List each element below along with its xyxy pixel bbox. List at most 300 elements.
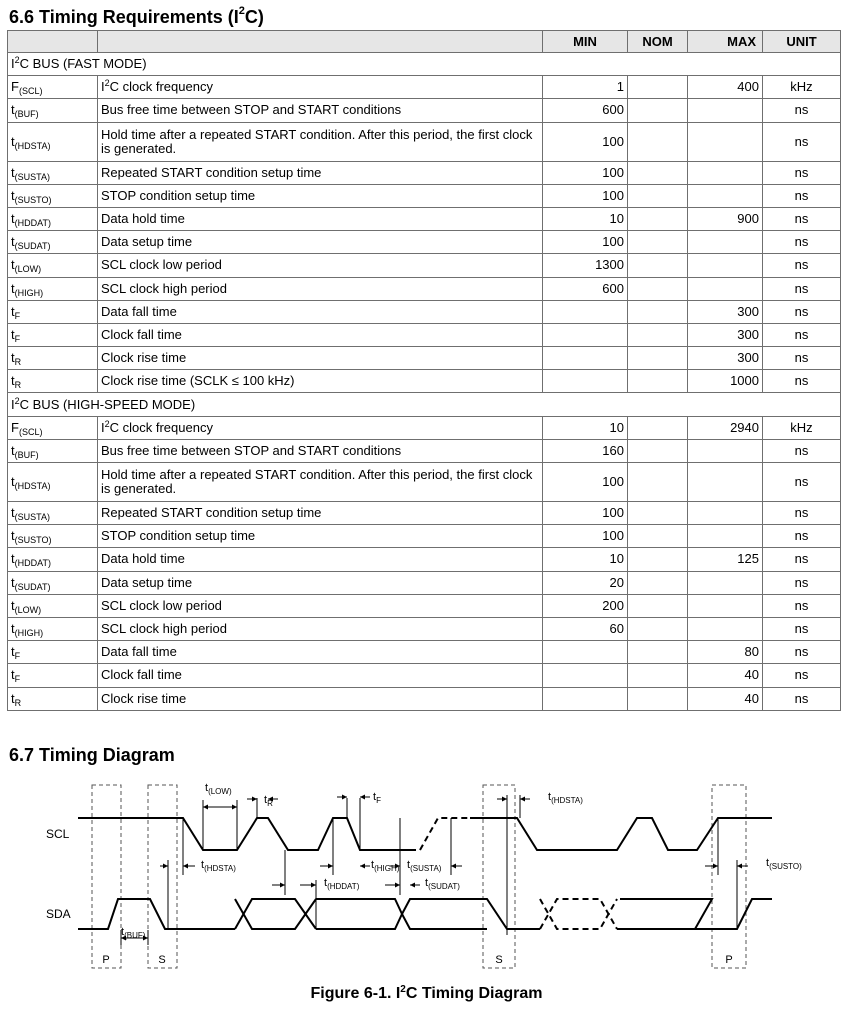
section-row bbox=[8, 393, 841, 416]
cell-symbol bbox=[8, 617, 98, 640]
cell-symbol bbox=[8, 641, 98, 664]
cell-symbol bbox=[8, 502, 98, 525]
symbol-subscript: (LOW) bbox=[14, 264, 42, 275]
cell-symbol bbox=[8, 664, 98, 687]
symbol-text: t bbox=[11, 474, 15, 489]
table-row bbox=[8, 463, 841, 502]
cell-min: 600 bbox=[543, 277, 628, 300]
cell-min: 100 bbox=[543, 122, 628, 161]
i2c-timing-diagram bbox=[0, 770, 853, 975]
cell-nom bbox=[628, 184, 688, 207]
label-tr: $t_R$ bbox=[264, 794, 273, 808]
symbol-subscript: R bbox=[14, 357, 22, 368]
table-row bbox=[8, 664, 841, 687]
cell-symbol bbox=[8, 416, 98, 439]
param-text: Data setup time bbox=[101, 574, 193, 590]
cell-max bbox=[688, 594, 763, 617]
symbol-subscript: (HDSTA) bbox=[14, 140, 51, 151]
table-row bbox=[8, 439, 841, 462]
cell-unit: ns bbox=[763, 664, 841, 687]
cell-min: 160 bbox=[543, 439, 628, 462]
cell-parameter bbox=[98, 122, 543, 161]
cell-nom bbox=[628, 323, 688, 346]
cell-unit: ns bbox=[763, 525, 841, 548]
symbol-text: t bbox=[11, 257, 15, 273]
cell-min bbox=[543, 323, 628, 346]
table-row bbox=[8, 76, 841, 99]
cell-nom bbox=[628, 161, 688, 184]
param-text: Bus free time between STOP and START conditions bbox=[101, 442, 402, 458]
cell-nom bbox=[628, 687, 688, 710]
param-prefix: I bbox=[101, 79, 105, 95]
param-text: SCL clock low period bbox=[101, 597, 222, 613]
symbol-subscript: (SCL) bbox=[18, 426, 43, 437]
cell-parameter bbox=[98, 99, 543, 122]
cell-symbol bbox=[8, 687, 98, 710]
symbol-text: t bbox=[11, 551, 15, 567]
section-title: Timing Requirements (I bbox=[39, 7, 239, 27]
label-tf: $t_F$ bbox=[373, 791, 381, 805]
cell-min: 600 bbox=[543, 99, 628, 122]
cell-nom bbox=[628, 439, 688, 462]
param-text: Data hold time bbox=[101, 551, 185, 567]
symbol-text: t bbox=[11, 442, 15, 458]
table-row bbox=[8, 323, 841, 346]
cell-max: 300 bbox=[688, 300, 763, 323]
symbol-text: t bbox=[11, 234, 15, 250]
cell-nom bbox=[628, 571, 688, 594]
symbol-subscript: F bbox=[14, 651, 21, 662]
section-row bbox=[8, 53, 841, 76]
cell-unit: ns bbox=[763, 231, 841, 254]
cell-min: 20 bbox=[543, 571, 628, 594]
symbol-subscript: (SCL) bbox=[18, 86, 43, 97]
symbol-subscript: (HDDAT) bbox=[14, 558, 51, 569]
table-row bbox=[8, 416, 841, 439]
symbol-subscript: (HDDAT) bbox=[14, 218, 51, 229]
cell-parameter bbox=[98, 184, 543, 207]
cell-max: 125 bbox=[688, 548, 763, 571]
cell-parameter bbox=[98, 76, 543, 99]
cell-unit: ns bbox=[763, 161, 841, 184]
cell-parameter bbox=[98, 277, 543, 300]
cell-parameter bbox=[98, 664, 543, 687]
stop-box-2 bbox=[712, 785, 746, 968]
symbol-subscript: R bbox=[14, 380, 22, 391]
param-text: Data fall time bbox=[101, 303, 177, 319]
table-row bbox=[8, 231, 841, 254]
param-text: Repeated START condition setup time bbox=[101, 505, 322, 521]
symbol-subscript: F bbox=[14, 333, 21, 344]
cell-min: 100 bbox=[543, 502, 628, 525]
cell-min: 60 bbox=[543, 617, 628, 640]
cell-parameter bbox=[98, 502, 543, 525]
symbol-text: t bbox=[11, 621, 15, 637]
cell-unit: ns bbox=[763, 641, 841, 664]
symbol-subscript: (SUDAT) bbox=[14, 581, 51, 592]
cell-parameter bbox=[98, 416, 543, 439]
cell-min: 1300 bbox=[543, 254, 628, 277]
symbol-text: F bbox=[11, 419, 19, 435]
cell-symbol bbox=[8, 76, 98, 99]
table-row bbox=[8, 548, 841, 571]
symbol-text: t bbox=[11, 528, 15, 544]
cell-unit: ns bbox=[763, 99, 841, 122]
cell-max bbox=[688, 463, 763, 502]
cell-nom bbox=[628, 122, 688, 161]
cell-unit: ns bbox=[763, 463, 841, 502]
cell-max bbox=[688, 439, 763, 462]
cell-nom bbox=[628, 416, 688, 439]
cell-symbol bbox=[8, 571, 98, 594]
marker-p-2: P bbox=[725, 954, 733, 966]
cell-min: 100 bbox=[543, 231, 628, 254]
cell-nom bbox=[628, 525, 688, 548]
heading-suffix: C BUS (HIGH-SPEED MODE) bbox=[19, 396, 196, 412]
symbol-text: F bbox=[11, 79, 19, 95]
param-prefix: I bbox=[101, 419, 105, 435]
label-tsusto: $t_{(SUSTO)}$ bbox=[766, 857, 802, 871]
cell-unit: ns bbox=[763, 439, 841, 462]
symbol-text: t bbox=[11, 350, 15, 366]
table-row bbox=[8, 207, 841, 230]
cell-nom bbox=[628, 347, 688, 370]
stop-box bbox=[92, 785, 121, 968]
section-heading-timing-requirements bbox=[9, 7, 264, 27]
cell-max bbox=[688, 617, 763, 640]
table-row bbox=[8, 277, 841, 300]
label-thdsta: $t_{(HDSTA)}$ bbox=[201, 859, 236, 873]
title-suffix: C) bbox=[244, 7, 264, 27]
cell-unit: ns bbox=[763, 370, 841, 393]
symbol-subscript: F bbox=[14, 310, 21, 321]
param-text: Data fall time bbox=[101, 644, 177, 660]
cell-max: 900 bbox=[688, 207, 763, 230]
cell-max bbox=[688, 122, 763, 161]
cell-nom bbox=[628, 502, 688, 525]
symbol-text: t bbox=[11, 574, 15, 590]
cell-symbol bbox=[8, 347, 98, 370]
param-text: STOP condition setup time bbox=[101, 187, 256, 203]
cell-nom bbox=[628, 207, 688, 230]
table-body bbox=[8, 53, 841, 711]
cell-parameter bbox=[98, 687, 543, 710]
param-text: Bus free time between STOP and START conditions bbox=[101, 102, 402, 118]
param-text: C clock frequency bbox=[109, 419, 213, 435]
cell-unit: ns bbox=[763, 548, 841, 571]
cell-parameter bbox=[98, 254, 543, 277]
param-superscript: 2 bbox=[104, 418, 110, 429]
symbol-text: t bbox=[11, 505, 15, 521]
symbol-subscript: (BUF) bbox=[14, 109, 39, 120]
cell-symbol bbox=[8, 323, 98, 346]
cell-unit: ns bbox=[763, 594, 841, 617]
marker-p: P bbox=[102, 954, 110, 966]
cell-nom bbox=[628, 617, 688, 640]
cell-unit: ns bbox=[763, 323, 841, 346]
symbol-subscript: (HIGH) bbox=[14, 287, 44, 298]
cell-parameter bbox=[98, 571, 543, 594]
cell-symbol bbox=[8, 231, 98, 254]
cell-unit: ns bbox=[763, 254, 841, 277]
cell-min bbox=[543, 300, 628, 323]
table-row bbox=[8, 161, 841, 184]
table-row bbox=[8, 502, 841, 525]
cell-nom bbox=[628, 300, 688, 323]
symbol-text: t bbox=[11, 644, 15, 660]
param-text: Clock rise time (SCLK ≤ 100 kHz) bbox=[101, 373, 295, 389]
figure-caption bbox=[0, 985, 853, 1003]
cell-max: 80 bbox=[688, 641, 763, 664]
symbol-text: t bbox=[11, 597, 15, 613]
table-row bbox=[8, 347, 841, 370]
header-unit: UNIT bbox=[763, 31, 841, 53]
symbol-subscript: (HDSTA) bbox=[14, 481, 51, 491]
cell-min: 100 bbox=[543, 525, 628, 548]
marker-s: S bbox=[158, 954, 166, 966]
cell-nom bbox=[628, 231, 688, 254]
param-text: Hold time after a repeated START condition. After this period, the first clock is generated. bbox=[101, 467, 533, 496]
table-row bbox=[8, 594, 841, 617]
cell-symbol bbox=[8, 161, 98, 184]
cell-min: 200 bbox=[543, 594, 628, 617]
scl-waveform bbox=[78, 818, 772, 850]
cell-max: 1000 bbox=[688, 370, 763, 393]
cell-unit: ns bbox=[763, 617, 841, 640]
symbol-subscript: (SUSTA) bbox=[14, 512, 50, 523]
cell-symbol bbox=[8, 439, 98, 462]
cell-min: 100 bbox=[543, 463, 628, 502]
section-heading-timing-diagram bbox=[9, 745, 175, 765]
cell-parameter bbox=[98, 439, 543, 462]
caption-superscript: 2 bbox=[400, 984, 406, 995]
symbol-subscript: F bbox=[14, 674, 21, 685]
cell-parameter bbox=[98, 231, 543, 254]
cell-unit: ns bbox=[763, 207, 841, 230]
label-thddat: $t_{(HDDAT)}$ bbox=[324, 877, 360, 891]
cell-parameter bbox=[98, 463, 543, 502]
cell-max: 40 bbox=[688, 687, 763, 710]
param-text: Repeated START condition setup time bbox=[101, 164, 322, 180]
symbol-text: t bbox=[11, 187, 15, 203]
cell-max: 40 bbox=[688, 664, 763, 687]
param-text: Clock fall time bbox=[101, 326, 182, 342]
cell-symbol bbox=[8, 184, 98, 207]
cell-max bbox=[688, 502, 763, 525]
cell-max bbox=[688, 231, 763, 254]
param-text: C clock frequency bbox=[109, 79, 213, 95]
label-tbuf: $t_{(BUF)}$ bbox=[121, 926, 146, 940]
cell-parameter bbox=[98, 594, 543, 617]
cell-max bbox=[688, 254, 763, 277]
table-row bbox=[8, 571, 841, 594]
symbol-subscript: (SUSTA) bbox=[14, 171, 50, 182]
symbol-text: t bbox=[11, 280, 15, 296]
cell-symbol bbox=[8, 370, 98, 393]
cell-min bbox=[543, 641, 628, 664]
title-superscript: 2 bbox=[238, 5, 245, 17]
cell-min bbox=[543, 370, 628, 393]
section-heading bbox=[8, 393, 841, 416]
cell-max bbox=[688, 571, 763, 594]
section-number: 6.6 bbox=[9, 7, 35, 27]
table-row bbox=[8, 525, 841, 548]
table-row bbox=[8, 300, 841, 323]
label-thdsta-2: $t_{(HDSTA)}$ bbox=[548, 791, 583, 805]
param-text: Clock rise time bbox=[101, 350, 187, 366]
param-text: SCL clock low period bbox=[101, 257, 222, 273]
symbol-text: t bbox=[11, 326, 15, 342]
label-tsudat: $t_{(SUDAT)}$ bbox=[425, 877, 460, 891]
label-thigh: $t_{(HIGH)}$ bbox=[371, 859, 400, 873]
symbol-subscript: R bbox=[14, 697, 22, 708]
cell-symbol bbox=[8, 525, 98, 548]
heading-text: I bbox=[11, 56, 15, 72]
table-header-row bbox=[8, 31, 841, 53]
cell-min: 10 bbox=[543, 548, 628, 571]
cell-symbol bbox=[8, 277, 98, 300]
scl-label: SCL bbox=[46, 827, 70, 841]
cell-symbol bbox=[8, 99, 98, 122]
heading-superscript: 2 bbox=[14, 55, 20, 66]
sda-label: SDA bbox=[46, 907, 71, 921]
cell-unit: ns bbox=[763, 347, 841, 370]
timing-requirements-table bbox=[7, 30, 841, 711]
cell-symbol bbox=[8, 463, 98, 502]
cell-parameter bbox=[98, 323, 543, 346]
section-title: Timing Diagram bbox=[39, 745, 175, 765]
cell-max bbox=[688, 161, 763, 184]
cell-max: 300 bbox=[688, 347, 763, 370]
param-text: Clock rise time bbox=[101, 690, 187, 706]
cell-max bbox=[688, 525, 763, 548]
symbol-subscript: (SUSTO) bbox=[14, 194, 52, 205]
section-heading bbox=[8, 53, 841, 76]
cell-max: 400 bbox=[688, 76, 763, 99]
header-symbol bbox=[8, 31, 98, 53]
cell-symbol bbox=[8, 548, 98, 571]
cell-unit: ns bbox=[763, 184, 841, 207]
cell-min bbox=[543, 664, 628, 687]
cell-nom bbox=[628, 76, 688, 99]
cell-parameter bbox=[98, 641, 543, 664]
cell-parameter bbox=[98, 525, 543, 548]
symbol-text: t bbox=[11, 373, 15, 389]
cell-unit: ns bbox=[763, 277, 841, 300]
param-superscript: 2 bbox=[104, 78, 110, 89]
heading-suffix: C BUS (FAST MODE) bbox=[19, 56, 147, 72]
cell-unit: ns bbox=[763, 122, 841, 161]
param-text: STOP condition setup time bbox=[101, 528, 256, 544]
symbol-subscript: (SUSTO) bbox=[14, 535, 52, 546]
table-row bbox=[8, 254, 841, 277]
cell-parameter bbox=[98, 370, 543, 393]
cell-nom bbox=[628, 99, 688, 122]
table-row bbox=[8, 370, 841, 393]
cell-nom bbox=[628, 664, 688, 687]
cell-min: 100 bbox=[543, 184, 628, 207]
caption-text: Figure 6-1. I bbox=[310, 985, 401, 1002]
cell-symbol bbox=[8, 594, 98, 617]
cell-parameter bbox=[98, 300, 543, 323]
symbol-text: t bbox=[11, 690, 15, 706]
cell-symbol bbox=[8, 300, 98, 323]
symbol-text: t bbox=[11, 102, 15, 118]
cell-min bbox=[543, 687, 628, 710]
cell-nom bbox=[628, 277, 688, 300]
section-number: 6.7 bbox=[9, 745, 35, 765]
cell-unit: ns bbox=[763, 687, 841, 710]
header-min: MIN bbox=[543, 31, 628, 53]
symbol-text: t bbox=[11, 133, 15, 149]
cell-min: 10 bbox=[543, 416, 628, 439]
table-row bbox=[8, 184, 841, 207]
heading-text: I bbox=[11, 396, 15, 412]
cell-nom bbox=[628, 370, 688, 393]
heading-superscript: 2 bbox=[14, 395, 20, 406]
timing-labels bbox=[121, 782, 802, 940]
symbol-subscript: (SUDAT) bbox=[14, 241, 51, 252]
table-row bbox=[8, 641, 841, 664]
cell-min: 1 bbox=[543, 76, 628, 99]
condition-markers bbox=[102, 954, 732, 966]
table-row bbox=[8, 99, 841, 122]
table-row bbox=[8, 617, 841, 640]
cell-symbol bbox=[8, 254, 98, 277]
symbol-subscript: (HIGH) bbox=[14, 628, 44, 639]
param-text: Hold time after a repeated START condition. After this period, the first clock is generated. bbox=[101, 126, 533, 156]
marker-s-2: S bbox=[495, 954, 503, 966]
cell-max bbox=[688, 277, 763, 300]
sda-waveform bbox=[78, 899, 772, 929]
cell-unit: kHz bbox=[763, 416, 841, 439]
param-text: SCL clock high period bbox=[101, 280, 227, 296]
symbol-text: t bbox=[11, 211, 15, 227]
caption-suffix: C Timing Diagram bbox=[405, 985, 543, 1002]
cell-parameter bbox=[98, 347, 543, 370]
table-row bbox=[8, 687, 841, 710]
cell-unit: ns bbox=[763, 300, 841, 323]
symbol-subscript: (LOW) bbox=[14, 604, 42, 615]
cell-nom bbox=[628, 548, 688, 571]
symbol-text: t bbox=[11, 667, 15, 683]
symbol-text: t bbox=[11, 303, 15, 319]
header-max: MAX bbox=[688, 31, 763, 53]
cell-max bbox=[688, 184, 763, 207]
cell-nom bbox=[628, 463, 688, 502]
cell-parameter bbox=[98, 548, 543, 571]
param-text: SCL clock high period bbox=[101, 621, 227, 637]
symbol-text: t bbox=[11, 164, 15, 180]
cell-parameter bbox=[98, 207, 543, 230]
cell-min: 100 bbox=[543, 161, 628, 184]
cell-nom bbox=[628, 254, 688, 277]
header-parameter bbox=[98, 31, 543, 53]
condition-boxes bbox=[92, 785, 746, 968]
cell-symbol bbox=[8, 122, 98, 161]
cell-nom bbox=[628, 594, 688, 617]
start-box bbox=[148, 785, 177, 968]
table-row bbox=[8, 122, 841, 161]
repeated-start-box bbox=[483, 785, 515, 968]
cell-unit: kHz bbox=[763, 76, 841, 99]
cell-min: 10 bbox=[543, 207, 628, 230]
param-text: Data setup time bbox=[101, 234, 193, 250]
cell-max bbox=[688, 99, 763, 122]
param-text: Data hold time bbox=[101, 211, 185, 227]
cell-nom bbox=[628, 641, 688, 664]
cell-max: 2940 bbox=[688, 416, 763, 439]
